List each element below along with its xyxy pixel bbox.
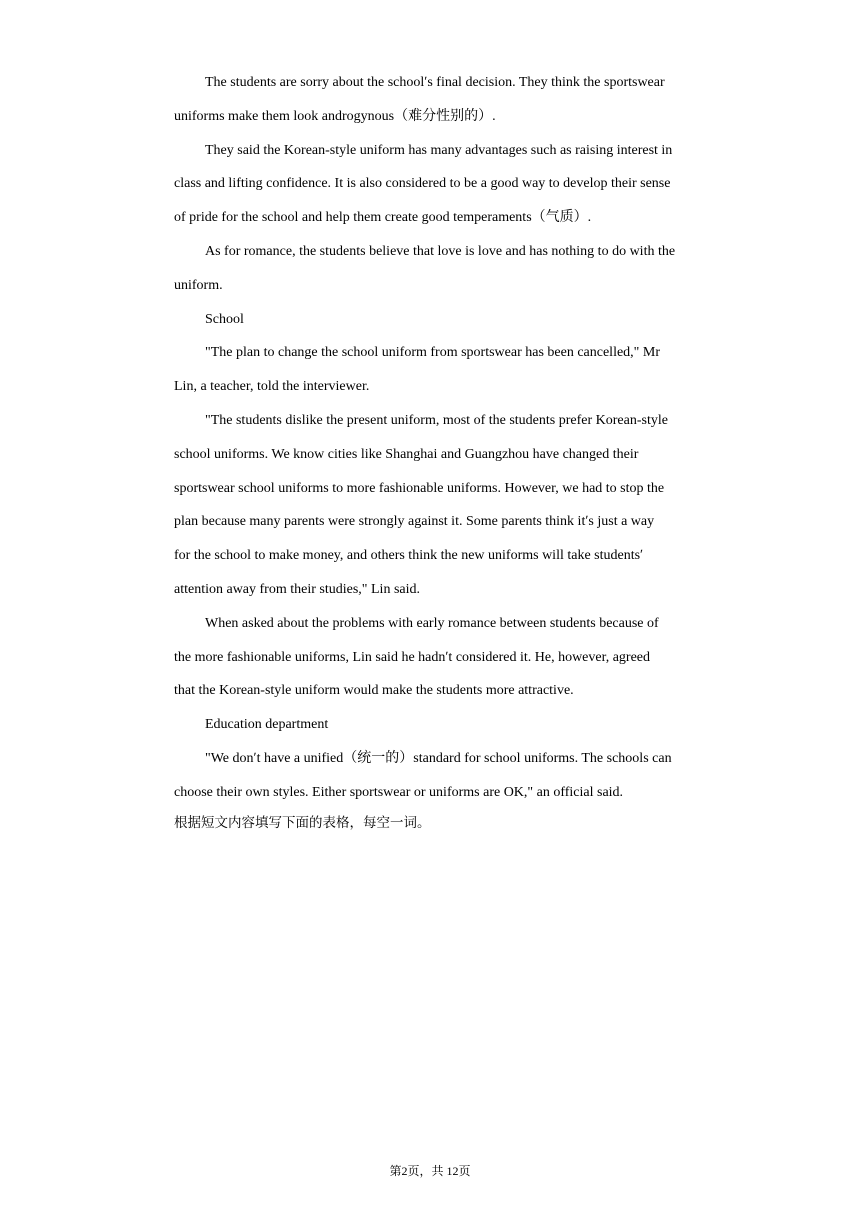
paragraph-line: They said the Korean-style uniform has many advantages such as raising interest in [205, 142, 673, 158]
paragraph-line: "The students dislike the present uniform, most of the students prefer Korean-style [205, 412, 668, 428]
paragraph-line: of pride for the school and help them create good temperaments（气质）. [174, 210, 592, 226]
section-heading-education-department: Education department [205, 717, 329, 733]
paragraph-line: school uniforms. We know cities like Shanghai and Guangzhou have changed their [174, 446, 639, 462]
paragraph-line: As for romance, the students believe that love is love and has nothing to do with the [205, 243, 676, 259]
paragraph-line: for the school to make money, and others think the new uniforms will take studentsʹ [174, 548, 644, 564]
paragraph-line: the more fashionable uniforms, Lin said he hadnʹt considered it. He, however, agreed [174, 649, 651, 665]
paragraph-line: "We donʹt have a unified（统一的）standard for school uniforms. The schools can [205, 750, 672, 766]
section-heading-school: School [205, 311, 244, 327]
task-instruction: 根据短文内容填写下面的表格，每空一词。 [174, 814, 431, 831]
page-footer: 第2页，共 12页 [389, 1164, 471, 1178]
paragraph-line: uniforms make them look androgynous（难分性别的）. [174, 108, 496, 124]
paragraph-line: The students are sorry about the schoolʹs final decision. They think the sportswear [205, 75, 665, 90]
paragraph-line: that the Korean-style uniform would make the students more attractive. [174, 683, 574, 699]
paragraph-line: uniform. [174, 277, 223, 293]
paragraph-line: class and lifting confidence. It is also considered to be a good way to develop their sense [174, 176, 671, 192]
paragraph-line: attention away from their studies," Lin said. [174, 581, 420, 597]
paragraph-line: Lin, a teacher, told the interviewer. [174, 379, 370, 395]
paragraph-line: "The plan to change the school uniform from sportswear has been cancelled," Mr [205, 345, 660, 361]
document-body [174, 66, 720, 834]
paragraph-line: choose their own styles. Either sportswear or uniforms are OK," an official said. [174, 784, 624, 800]
paragraph-line: plan because many parents were strongly against it. Some parents think itʹs just a way [174, 514, 655, 530]
paragraph-line: sportswear school uniforms to more fashionable uniforms. However, we had to stop the [174, 480, 665, 496]
paragraph-line: When asked about the problems with early romance between students because of [205, 615, 659, 631]
